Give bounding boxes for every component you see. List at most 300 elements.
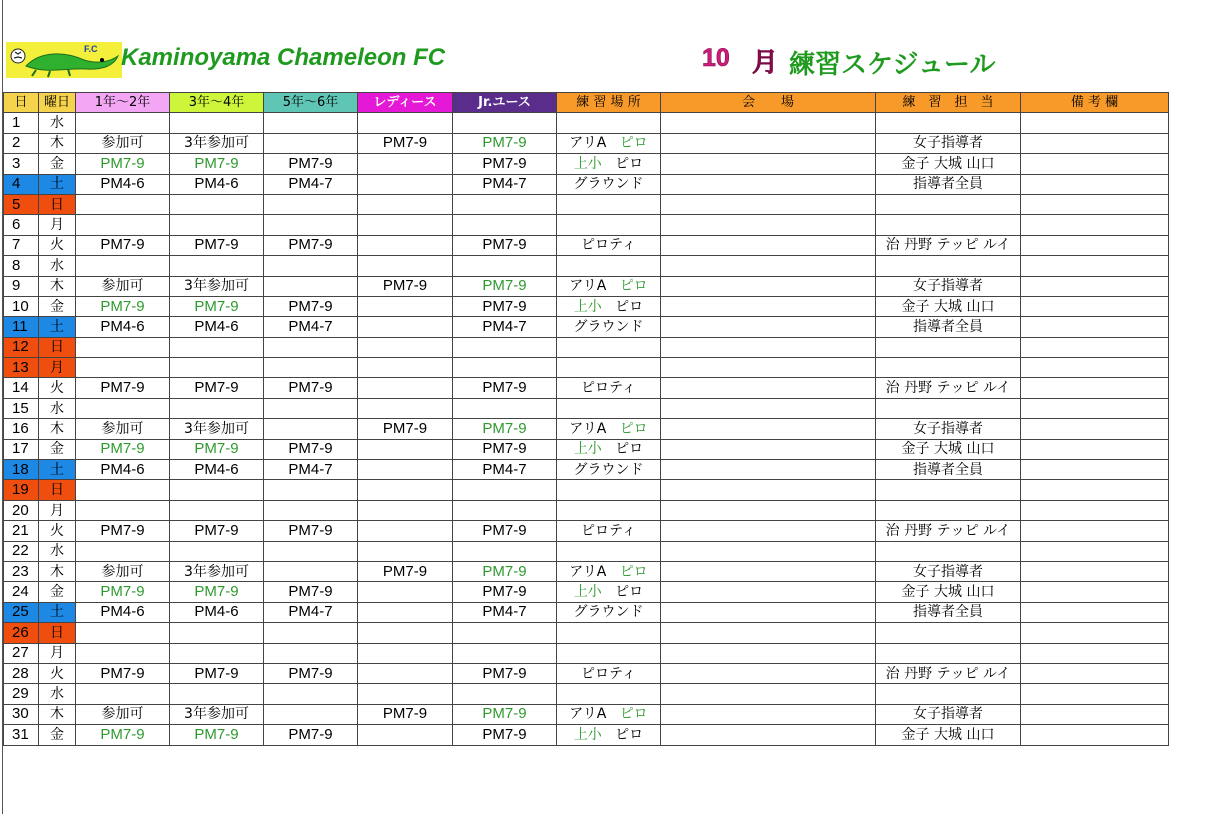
grade-3-4-cell	[170, 256, 264, 276]
day-cell: 2	[4, 133, 39, 153]
schedule-table	[3, 92, 1169, 746]
venue-cell	[661, 194, 876, 214]
day-cell: 8	[4, 256, 39, 276]
practice-place-cell	[557, 521, 661, 541]
grade-3-4-cell: 3年参加可	[170, 419, 264, 439]
day-cell: 1	[4, 113, 39, 133]
day-cell: 19	[4, 480, 39, 500]
place-spacer	[606, 564, 619, 580]
grade-5-6-cell: PM7-9	[264, 663, 358, 683]
day-cell: 11	[4, 317, 39, 337]
grade-1-2-cell	[76, 623, 170, 643]
table-row	[4, 296, 1169, 316]
table-row	[4, 541, 1169, 561]
jr-youth-cell	[453, 256, 557, 276]
day-cell: 13	[4, 358, 39, 378]
coach-cell: 女子指導者	[876, 133, 1021, 153]
venue-cell	[661, 419, 876, 439]
grade-5-6-cell	[264, 623, 358, 643]
grade-1-2-cell	[76, 194, 170, 214]
grade-1-2-cell: PM7-9	[76, 378, 170, 398]
coach-cell: 女子指導者	[876, 561, 1021, 581]
header-practice-place: 練 習 場 所	[557, 93, 661, 113]
ladies-cell	[358, 358, 453, 378]
grade-3-4-cell: 3年参加可	[170, 561, 264, 581]
ladies-cell	[358, 317, 453, 337]
day-cell: 14	[4, 378, 39, 398]
grade-1-2-cell	[76, 113, 170, 133]
notes-cell	[1021, 643, 1169, 663]
weekday-cell: 日	[39, 337, 76, 357]
jr-youth-cell: PM4-7	[453, 317, 557, 337]
grade-1-2-cell: PM4-6	[76, 317, 170, 337]
table-row	[4, 460, 1169, 480]
venue-cell	[661, 215, 876, 235]
weekday-cell: 金	[39, 439, 76, 459]
notes-cell	[1021, 317, 1169, 337]
grade-3-4-cell	[170, 643, 264, 663]
practice-place-secondary: ピロ	[615, 155, 644, 172]
weekday-cell: 火	[39, 663, 76, 683]
grade-1-2-cell: PM4-6	[76, 174, 170, 194]
table-row	[4, 133, 1169, 153]
weekday-cell: 水	[39, 113, 76, 133]
weekday-cell: 金	[39, 582, 76, 602]
grade-3-4-cell	[170, 113, 264, 133]
grade-3-4-cell	[170, 337, 264, 357]
weekday-cell: 火	[39, 378, 76, 398]
ladies-cell	[358, 154, 453, 174]
venue-cell	[661, 398, 876, 418]
grade-5-6-cell	[264, 133, 358, 153]
grade-1-2-cell: PM7-9	[76, 296, 170, 316]
weekday-cell: 木	[39, 419, 76, 439]
table-row	[4, 235, 1169, 255]
venue-cell	[661, 256, 876, 276]
jr-youth-cell	[453, 398, 557, 418]
ladies-cell	[358, 460, 453, 480]
grade-3-4-cell: PM4-6	[170, 460, 264, 480]
notes-cell	[1021, 419, 1169, 439]
coach-cell: 指導者全員	[876, 602, 1021, 622]
practice-place-secondary: ピロ	[615, 726, 644, 743]
practice-place-primary: グラウンド	[573, 604, 644, 621]
weekday-cell: 土	[39, 460, 76, 480]
jr-youth-cell	[453, 480, 557, 500]
ladies-cell	[358, 215, 453, 235]
table-row	[4, 276, 1169, 296]
venue-cell	[661, 154, 876, 174]
venue-cell	[661, 704, 876, 724]
practice-place-cell	[557, 154, 661, 174]
table-row	[4, 398, 1169, 418]
grade-1-2-cell: PM7-9	[76, 582, 170, 602]
practice-place-primary: 上小	[573, 441, 602, 458]
practice-place-cell	[557, 296, 661, 316]
weekday-cell: 金	[39, 154, 76, 174]
weekday-cell: 日	[39, 480, 76, 500]
coach-cell: 治 丹野 テッピ ルイ	[876, 521, 1021, 541]
practice-place-cell	[557, 337, 661, 357]
jr-youth-cell: PM7-9	[453, 561, 557, 581]
grade-5-6-cell: PM7-9	[264, 235, 358, 255]
place-spacer	[602, 727, 615, 743]
grade-5-6-cell	[264, 704, 358, 724]
practice-place-secondary: ピロ	[619, 278, 648, 295]
grade-1-2-cell: PM7-9	[76, 439, 170, 459]
grade-5-6-cell: PM4-7	[264, 174, 358, 194]
day-cell: 10	[4, 296, 39, 316]
practice-place-cell	[557, 602, 661, 622]
weekday-cell: 月	[39, 500, 76, 520]
grade-5-6-cell: PM7-9	[264, 521, 358, 541]
notes-cell	[1021, 663, 1169, 683]
grade-3-4-cell	[170, 398, 264, 418]
ladies-cell: PM7-9	[358, 419, 453, 439]
grade-5-6-cell	[264, 561, 358, 581]
day-cell: 26	[4, 623, 39, 643]
practice-place-cell	[557, 133, 661, 153]
grade-1-2-cell	[76, 480, 170, 500]
day-cell: 15	[4, 398, 39, 418]
venue-cell	[661, 358, 876, 378]
day-cell: 29	[4, 684, 39, 704]
grade-1-2-cell	[76, 541, 170, 561]
practice-place-primary: ピロティ	[581, 665, 636, 682]
ladies-cell	[358, 663, 453, 683]
notes-cell	[1021, 398, 1169, 418]
coach-cell: 金子 大城 山口	[876, 582, 1021, 602]
coach-cell	[876, 256, 1021, 276]
coach-cell: 金子 大城 山口	[876, 296, 1021, 316]
practice-place-primary: ピロティ	[581, 237, 636, 254]
day-cell: 27	[4, 643, 39, 663]
venue-cell	[661, 643, 876, 663]
notes-cell	[1021, 704, 1169, 724]
practice-place-primary: グラウンド	[573, 176, 644, 193]
coach-cell: 女子指導者	[876, 419, 1021, 439]
weekday-cell: 木	[39, 133, 76, 153]
practice-place-cell	[557, 235, 661, 255]
coach-cell	[876, 623, 1021, 643]
venue-cell	[661, 480, 876, 500]
weekday-cell: 木	[39, 704, 76, 724]
weekday-cell: 木	[39, 561, 76, 581]
grade-1-2-cell	[76, 643, 170, 663]
jr-youth-cell	[453, 541, 557, 561]
practice-place-secondary: ピロ	[619, 420, 648, 437]
grade-1-2-cell	[76, 500, 170, 520]
coach-cell: 指導者全員	[876, 460, 1021, 480]
grade-1-2-cell	[76, 256, 170, 276]
grade-1-2-cell: 参加可	[76, 276, 170, 296]
month-label: 月	[752, 48, 779, 78]
practice-place-cell	[557, 358, 661, 378]
day-cell: 16	[4, 419, 39, 439]
table-row	[4, 561, 1169, 581]
place-spacer	[602, 299, 615, 315]
practice-place-secondary: ピロ	[619, 135, 648, 152]
table-row	[4, 154, 1169, 174]
weekday-cell: 日	[39, 194, 76, 214]
grade-1-2-cell: 参加可	[76, 419, 170, 439]
ladies-cell	[358, 398, 453, 418]
coach-cell	[876, 113, 1021, 133]
grade-3-4-cell: PM7-9	[170, 521, 264, 541]
grade-5-6-cell: PM4-7	[264, 317, 358, 337]
ladies-cell	[358, 480, 453, 500]
grade-5-6-cell	[264, 500, 358, 520]
jr-youth-cell: PM7-9	[453, 663, 557, 683]
venue-cell	[661, 521, 876, 541]
practice-place-primary: 上小	[573, 726, 602, 743]
table-row	[4, 704, 1169, 724]
notes-cell	[1021, 684, 1169, 704]
table-row	[4, 500, 1169, 520]
coach-cell	[876, 337, 1021, 357]
ladies-cell	[358, 602, 453, 622]
header-grade-5-6: 5年～6年	[264, 93, 358, 113]
venue-cell	[661, 602, 876, 622]
grade-3-4-cell	[170, 541, 264, 561]
ladies-cell	[358, 378, 453, 398]
notes-cell	[1021, 235, 1169, 255]
jr-youth-cell: PM4-7	[453, 602, 557, 622]
grade-5-6-cell	[264, 276, 358, 296]
day-cell: 21	[4, 521, 39, 541]
weekday-cell: 水	[39, 256, 76, 276]
jr-youth-cell: PM7-9	[453, 276, 557, 296]
day-cell: 17	[4, 439, 39, 459]
venue-cell	[661, 663, 876, 683]
ladies-cell: PM7-9	[358, 704, 453, 724]
table-row	[4, 643, 1169, 663]
grade-3-4-cell: PM7-9	[170, 154, 264, 174]
venue-cell	[661, 500, 876, 520]
practice-place-cell	[557, 541, 661, 561]
table-row	[4, 174, 1169, 194]
grade-3-4-cell: PM7-9	[170, 296, 264, 316]
day-cell: 5	[4, 194, 39, 214]
notes-cell	[1021, 480, 1169, 500]
ladies-cell	[358, 337, 453, 357]
grade-5-6-cell	[264, 541, 358, 561]
notes-cell	[1021, 256, 1169, 276]
grade-1-2-cell: PM7-9	[76, 235, 170, 255]
table-row	[4, 194, 1169, 214]
grade-1-2-cell: PM4-6	[76, 460, 170, 480]
jr-youth-cell	[453, 337, 557, 357]
day-cell: 24	[4, 582, 39, 602]
jr-youth-cell	[453, 684, 557, 704]
schedule-title: 練習スケジュール	[789, 50, 996, 80]
grade-3-4-cell	[170, 215, 264, 235]
grade-5-6-cell	[264, 480, 358, 500]
notes-cell	[1021, 174, 1169, 194]
coach-cell: 治 丹野 テッピ ルイ	[876, 378, 1021, 398]
table-row	[4, 378, 1169, 398]
header-grade-3-4: 3年～4年	[170, 93, 264, 113]
venue-cell	[661, 317, 876, 337]
practice-place-primary: アリA	[569, 278, 607, 295]
grade-5-6-cell: PM4-7	[264, 602, 358, 622]
coach-cell	[876, 684, 1021, 704]
coach-cell: 指導者全員	[876, 317, 1021, 337]
grade-3-4-cell: PM7-9	[170, 582, 264, 602]
grade-5-6-cell	[264, 643, 358, 663]
grade-3-4-cell: PM7-9	[170, 378, 264, 398]
club-name: Kaminoyama Chameleon FC	[121, 44, 446, 71]
weekday-cell: 土	[39, 174, 76, 194]
coach-cell	[876, 480, 1021, 500]
jr-youth-cell	[453, 358, 557, 378]
practice-place-cell	[557, 582, 661, 602]
notes-cell	[1021, 154, 1169, 174]
grade-5-6-cell	[264, 398, 358, 418]
coach-cell	[876, 194, 1021, 214]
jr-youth-cell: PM7-9	[453, 133, 557, 153]
table-row	[4, 602, 1169, 622]
notes-cell	[1021, 378, 1169, 398]
practice-place-primary: グラウンド	[573, 461, 644, 478]
venue-cell	[661, 378, 876, 398]
jr-youth-cell: PM7-9	[453, 439, 557, 459]
grade-5-6-cell: PM7-9	[264, 378, 358, 398]
coach-cell	[876, 398, 1021, 418]
notes-cell	[1021, 439, 1169, 459]
day-cell: 18	[4, 460, 39, 480]
practice-place-cell	[557, 113, 661, 133]
coach-cell: 女子指導者	[876, 276, 1021, 296]
coach-cell: 治 丹野 テッピ ルイ	[876, 663, 1021, 683]
practice-place-cell	[557, 317, 661, 337]
grade-3-4-cell: PM7-9	[170, 725, 264, 745]
grade-5-6-cell: PM7-9	[264, 582, 358, 602]
grade-3-4-cell	[170, 480, 264, 500]
day-cell: 22	[4, 541, 39, 561]
weekday-cell: 火	[39, 235, 76, 255]
venue-cell	[661, 541, 876, 561]
header-coach: 練 習 担 当	[876, 93, 1021, 113]
grade-3-4-cell	[170, 194, 264, 214]
day-cell: 25	[4, 602, 39, 622]
coach-cell	[876, 358, 1021, 378]
chameleon-logo-icon	[6, 42, 122, 78]
practice-place-primary: アリA	[569, 563, 607, 580]
table-row	[4, 215, 1169, 235]
grade-3-4-cell: PM7-9	[170, 439, 264, 459]
notes-cell	[1021, 602, 1169, 622]
jr-youth-cell: PM7-9	[453, 235, 557, 255]
grade-5-6-cell	[264, 337, 358, 357]
month-number: 10	[702, 44, 730, 72]
venue-cell	[661, 133, 876, 153]
venue-cell	[661, 623, 876, 643]
grade-3-4-cell	[170, 500, 264, 520]
header-grade-1-2: 1年～2年	[76, 93, 170, 113]
grade-5-6-cell	[264, 215, 358, 235]
venue-cell	[661, 174, 876, 194]
weekday-cell: 火	[39, 521, 76, 541]
grade-5-6-cell	[264, 358, 358, 378]
coach-cell: 指導者全員	[876, 174, 1021, 194]
grade-3-4-cell: 3年参加可	[170, 133, 264, 153]
ladies-cell	[358, 500, 453, 520]
grade-5-6-cell	[264, 194, 358, 214]
day-cell: 7	[4, 235, 39, 255]
venue-cell	[661, 439, 876, 459]
grade-3-4-cell	[170, 358, 264, 378]
jr-youth-cell: PM7-9	[453, 725, 557, 745]
practice-place-cell	[557, 215, 661, 235]
notes-cell	[1021, 460, 1169, 480]
grade-5-6-cell: PM7-9	[264, 725, 358, 745]
ladies-cell	[358, 623, 453, 643]
table-row	[4, 317, 1169, 337]
practice-place-primary: ピロティ	[581, 380, 636, 397]
weekday-cell: 土	[39, 602, 76, 622]
practice-place-secondary: ピロ	[619, 563, 648, 580]
grade-5-6-cell	[264, 256, 358, 276]
weekday-cell: 水	[39, 684, 76, 704]
coach-cell	[876, 215, 1021, 235]
notes-cell	[1021, 725, 1169, 745]
grade-5-6-cell	[264, 684, 358, 704]
notes-cell	[1021, 276, 1169, 296]
grade-5-6-cell	[264, 113, 358, 133]
place-spacer	[606, 278, 619, 294]
table-row	[4, 623, 1169, 643]
jr-youth-cell: PM7-9	[453, 582, 557, 602]
table-row	[4, 480, 1169, 500]
jr-youth-cell	[453, 194, 557, 214]
venue-cell	[661, 561, 876, 581]
coach-cell: 女子指導者	[876, 704, 1021, 724]
header-ladies: レディース	[358, 93, 453, 113]
venue-cell	[661, 684, 876, 704]
day-cell: 31	[4, 725, 39, 745]
practice-place-cell	[557, 276, 661, 296]
practice-place-primary: アリA	[569, 420, 607, 437]
weekday-cell: 月	[39, 643, 76, 663]
jr-youth-cell: PM7-9	[453, 154, 557, 174]
practice-place-cell	[557, 684, 661, 704]
grade-1-2-cell: PM7-9	[76, 725, 170, 745]
ladies-cell: PM7-9	[358, 561, 453, 581]
grade-1-2-cell: 参加可	[76, 561, 170, 581]
jr-youth-cell: PM4-7	[453, 174, 557, 194]
notes-cell	[1021, 358, 1169, 378]
practice-place-cell	[557, 725, 661, 745]
notes-cell	[1021, 582, 1169, 602]
day-cell: 3	[4, 154, 39, 174]
ladies-cell: PM7-9	[358, 276, 453, 296]
table-row	[4, 337, 1169, 357]
weekday-cell: 水	[39, 541, 76, 561]
grade-3-4-cell: 3年参加可	[170, 704, 264, 724]
grade-5-6-cell: PM7-9	[264, 296, 358, 316]
practice-place-cell	[557, 194, 661, 214]
place-spacer	[602, 441, 615, 457]
grade-3-4-cell: PM7-9	[170, 235, 264, 255]
venue-cell	[661, 582, 876, 602]
practice-place-cell	[557, 460, 661, 480]
ladies-cell	[358, 541, 453, 561]
grade-1-2-cell	[76, 337, 170, 357]
grade-3-4-cell: PM4-6	[170, 602, 264, 622]
table-row	[4, 256, 1169, 276]
weekday-cell: 水	[39, 398, 76, 418]
